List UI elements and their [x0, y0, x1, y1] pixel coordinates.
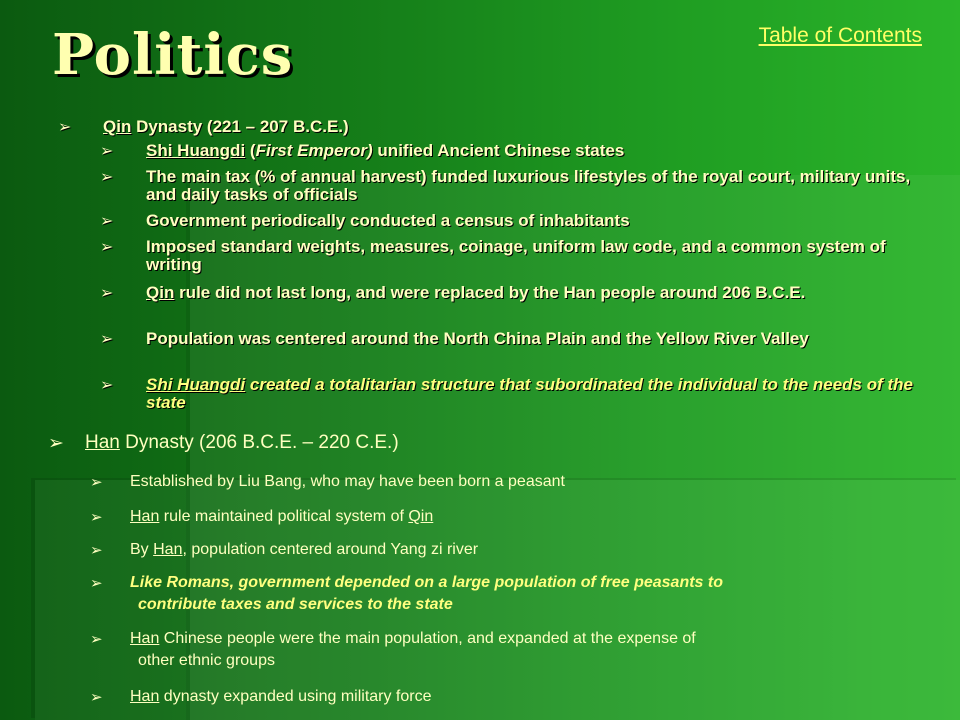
- arrow-bullet-icon: ➢: [90, 541, 103, 559]
- arrow-bullet-icon: ➢: [90, 630, 103, 648]
- bullet-text: First Emperor): [255, 141, 373, 160]
- bullet-text: Imposed standard weights, measures, coinage, uniform law code, and a common system of writing: [146, 237, 886, 274]
- bullet-text: dynasty expanded using military force: [159, 688, 432, 705]
- qin-link[interactable]: Qin: [103, 117, 132, 136]
- arrow-bullet-icon: ➢: [100, 167, 114, 186]
- arrow-bullet-icon: ➢: [100, 283, 114, 302]
- bullet-text: Like Romans, government depended on a large population of free peasants to: [130, 574, 723, 591]
- bullet-text-continuation: other ethnic groups: [138, 652, 275, 669]
- arrow-bullet-icon: ➢: [90, 473, 103, 491]
- dynasty-link[interactable]: Shi Huangdi: [146, 141, 246, 160]
- dynasty-link[interactable]: Han: [130, 688, 160, 705]
- arrow-bullet-icon: ➢: [100, 237, 114, 256]
- arrow-bullet-icon: ➢: [90, 574, 103, 592]
- arrow-bullet-icon: ➢: [48, 432, 64, 454]
- bullet-text: The main tax (% of annual harvest) funded luxurious lifestyles of the royal court, military units, and daily tasks of officials: [146, 167, 911, 204]
- bullet-text: rule did not last long, and were replaced by the Han people around 206 B.C.E.: [174, 283, 806, 302]
- bullet-text: By: [130, 541, 154, 558]
- slide-title: Politics: [52, 22, 294, 88]
- bullet-text: created a totalitarian structure that subordinated the individual to the needs of the state: [146, 375, 913, 412]
- bullet-text: Government periodically conducted a census of inhabitants: [146, 211, 630, 230]
- bullet-text: (: [245, 141, 256, 160]
- slide: Politics Table of Contents ➢ Qin Dynasty (221 – 207 B.C.E.) ➢ Shi Huangdi (First Emperor) unified Ancient Chinese states ➢ The main tax (% of annual harvest) funded luxurious lifestyles of the royal court, military units, and daily tasks of officials ➢ Government periodically conducted a census of inhabitants ➢ Imposed standard weights, measures, coinage, uniform law code, and a common system of writing ➢ Qin rule did not last long, and were replaced by the Han people around 206 B.C.E. ➢ Population was centered around the North China Plain and the Yellow River Valley ➢ Shi Huangdi created a totalitarian structure that subordinated the individual to the needs of the state ➢ Han Dynasty (206 B.C.E. – 220 C.E.) ➢ Established by Liu Bang, who may have been born a peasant ➢ Han rule maintained political system of Qin ➢ By Han, population centered around Yang zi river ➢ Like Romans, government depended on a large population of free peasants to contribute taxes and services to the state ➢ Han Chinese people were the main population, and expanded at the expense of other ethnic groups ➢ Han dynasty expanded using military force: [0, 0, 960, 720]
- dynasty-link[interactable]: Han: [153, 541, 183, 558]
- dynasty-link[interactable]: Han: [130, 508, 160, 525]
- bullet-text: Population was centered around the North China Plain and the Yellow River Valley: [146, 329, 809, 348]
- dynasty-link[interactable]: Han: [130, 630, 160, 647]
- bullet-text-continuation: contribute taxes and services to the state: [138, 596, 453, 613]
- dynasty-link[interactable]: Shi Huangdi: [146, 375, 246, 394]
- arrow-bullet-icon: ➢: [100, 375, 114, 394]
- arrow-bullet-icon: ➢: [58, 117, 72, 136]
- han-link[interactable]: Han: [85, 432, 120, 453]
- bullet-text: Established by Liu Bang, who may have been born a peasant: [130, 473, 565, 490]
- table-of-contents-link[interactable]: Table of Contents: [758, 24, 922, 47]
- arrow-bullet-icon: ➢: [100, 329, 114, 348]
- dynasty-link[interactable]: Qin: [146, 283, 175, 302]
- arrow-bullet-icon: ➢: [100, 141, 114, 160]
- bullet-text: rule maintained political system of: [159, 508, 409, 525]
- bullet-text: , population centered around Yang zi river: [182, 541, 479, 558]
- arrow-bullet-icon: ➢: [90, 508, 103, 526]
- arrow-bullet-icon: ➢: [100, 211, 114, 230]
- arrow-bullet-icon: ➢: [90, 688, 103, 706]
- bullet-text: Chinese people were the main population, and expanded at the expense of: [159, 630, 696, 647]
- dynasty-link[interactable]: Qin: [408, 508, 434, 525]
- bullet-text: unified Ancient Chinese states: [372, 141, 625, 160]
